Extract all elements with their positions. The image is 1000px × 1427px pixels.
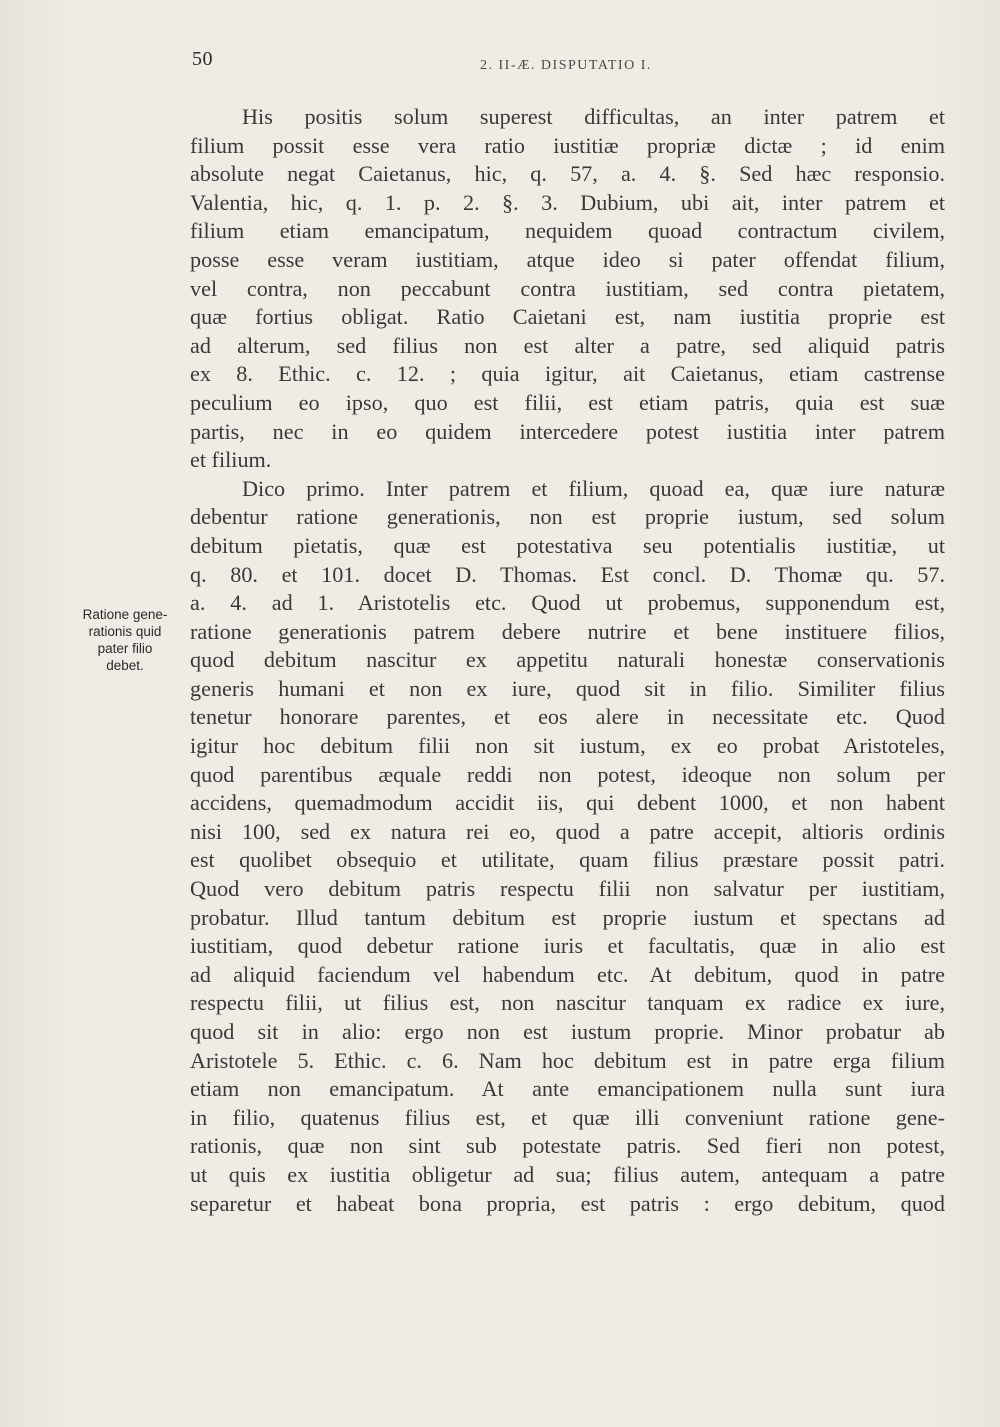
text-line: et filium. (190, 447, 272, 473)
text-line: filium possit esse vera ratio iustitiæ propriæ dictæ ; id enim (190, 132, 945, 158)
text-line: ut quis ex iustitia obligetur ad sua; filius autem, antequam a patre (190, 1161, 945, 1187)
text-line: a. 4. ad 1. Aristotelis etc. Quod ut probemus, supponendum est, (190, 590, 945, 616)
text-line: quæ fortius obligat. Ratio Caietani est, nam iustitia proprie est (190, 304, 945, 330)
text-line: peculium eo ipso, quo est filii, est etiam patris, quia est suæ (190, 389, 945, 415)
text-line: posse esse veram iustitiam, atque ideo si pater offendat filium, (190, 246, 945, 272)
text-line: ex 8. Ethic. c. 12. ; quia igitur, ait Caietanus, etiam castrense (190, 361, 945, 387)
margin-note-line: debet. (106, 658, 144, 673)
text-line: quod parentibus æquale reddi non potest, ideoque non solum per (190, 761, 945, 787)
text-line: q. 80. et 101. docet D. Thomas. Est concl. D. Thomæ qu. 57. (190, 561, 945, 587)
margin-note (70, 606, 180, 674)
text-line: quod sit in alio: ergo non est iustum proprie. Minor probatur ab (190, 1019, 945, 1044)
text-line: generis humani et non ex iure, quod sit in filio. Similiter filius (190, 675, 945, 701)
text-line: absolute negat Caietanus, hic, q. 57, a. 4. §. Sed hæc responsio. (190, 161, 945, 187)
text-line: respectu filii, ut filius est, non nascitur tanquam ex radice ex iure, (190, 990, 945, 1016)
text-line: Valentia, hic, q. 1. p. 2. §. 3. Dubium, ubi ait, inter patrem et (190, 189, 945, 215)
text-line: rationis, quæ non sint sub potestate patris. Sed fieri non potest, (190, 1133, 945, 1159)
text-line: ratione generationis patrem debere nutrire et bene instituere filios, (190, 618, 945, 644)
text-line: debitum pietatis, quæ est potestativa seu potentialis iustitiæ, ut (190, 532, 945, 558)
text-line: Quod vero debitum patris respectu filii non salvatur per iustitiam, (190, 876, 945, 902)
text-line: nisi 100, sed ex natura rei eo, quod a patre accepit, altioris ordinis (190, 818, 945, 844)
paragraph-1 (190, 103, 945, 475)
text-line: iustitiam, quod debetur ratione iuris et facultatis, quæ in alio est (190, 933, 945, 959)
text-line: accidens, quemadmodum accidit iis, qui debent 1000, et non habent (190, 790, 945, 816)
text-line: His positis solum superest difficultas, an inter patrem et (242, 104, 945, 129)
text-line: igitur hoc debitum filii non sit iustum, ex eo probat Aristoteles, (190, 733, 945, 759)
text-line: probatur. Illud tantum debitum est proprie iustum et spectans ad (190, 904, 945, 930)
text-line: vel contra, non peccabunt contra iustitiam, sed contra pietatem, (190, 275, 945, 301)
text-line: quod debitum nascitur ex appetitu naturali honestæ conservationis (190, 647, 945, 673)
text-line: filium etiam emancipatum, nequidem quoad contractum civilem, (190, 218, 945, 244)
body-text (190, 103, 945, 1218)
text-line: ad aliquid faciendum vel habendum etc. At debitum, quod in patre (190, 961, 945, 987)
text-line: Dico primo. Inter patrem et filium, quoad ea, quæ iure naturæ (242, 475, 945, 501)
text-line: separetur et habeat bona propria, est patris : ergo debitum, quod (190, 1190, 945, 1216)
text-line: est quolibet obsequio et utilitate, quam filius præstare possit patri. (190, 847, 945, 873)
text-line: ad alterum, sed filius non est alter a patre, sed aliquid patris (190, 332, 945, 358)
margin-note-line: pater filio (97, 641, 153, 656)
paragraph-2 (190, 475, 945, 1218)
page-number: 50 (192, 48, 213, 70)
text-line: Aristotele 5. Ethic. c. 6. Nam hoc debitum est in patre erga filium (190, 1047, 945, 1073)
text-line: tenetur honorare parentes, et eos alere in necessitate etc. Quod (190, 704, 945, 730)
text-line: partis, nec in eo quidem intercedere potest iustitia inter patrem (190, 418, 945, 444)
margin-note-line: Ratione gene- (82, 607, 168, 622)
text-line: in filio, quatenus filius est, et quæ illi conveniunt ratione gene- (190, 1104, 945, 1130)
text-line: etiam non emancipatum. At ante emancipationem nulla sunt iura (190, 1076, 945, 1102)
margin-note-line: rationis quid (88, 624, 162, 639)
text-line: debentur ratione generationis, non est proprie iustum, sed solum (190, 504, 945, 530)
running-head: 2. II-Æ. DISPUTATIO I. (480, 58, 652, 73)
